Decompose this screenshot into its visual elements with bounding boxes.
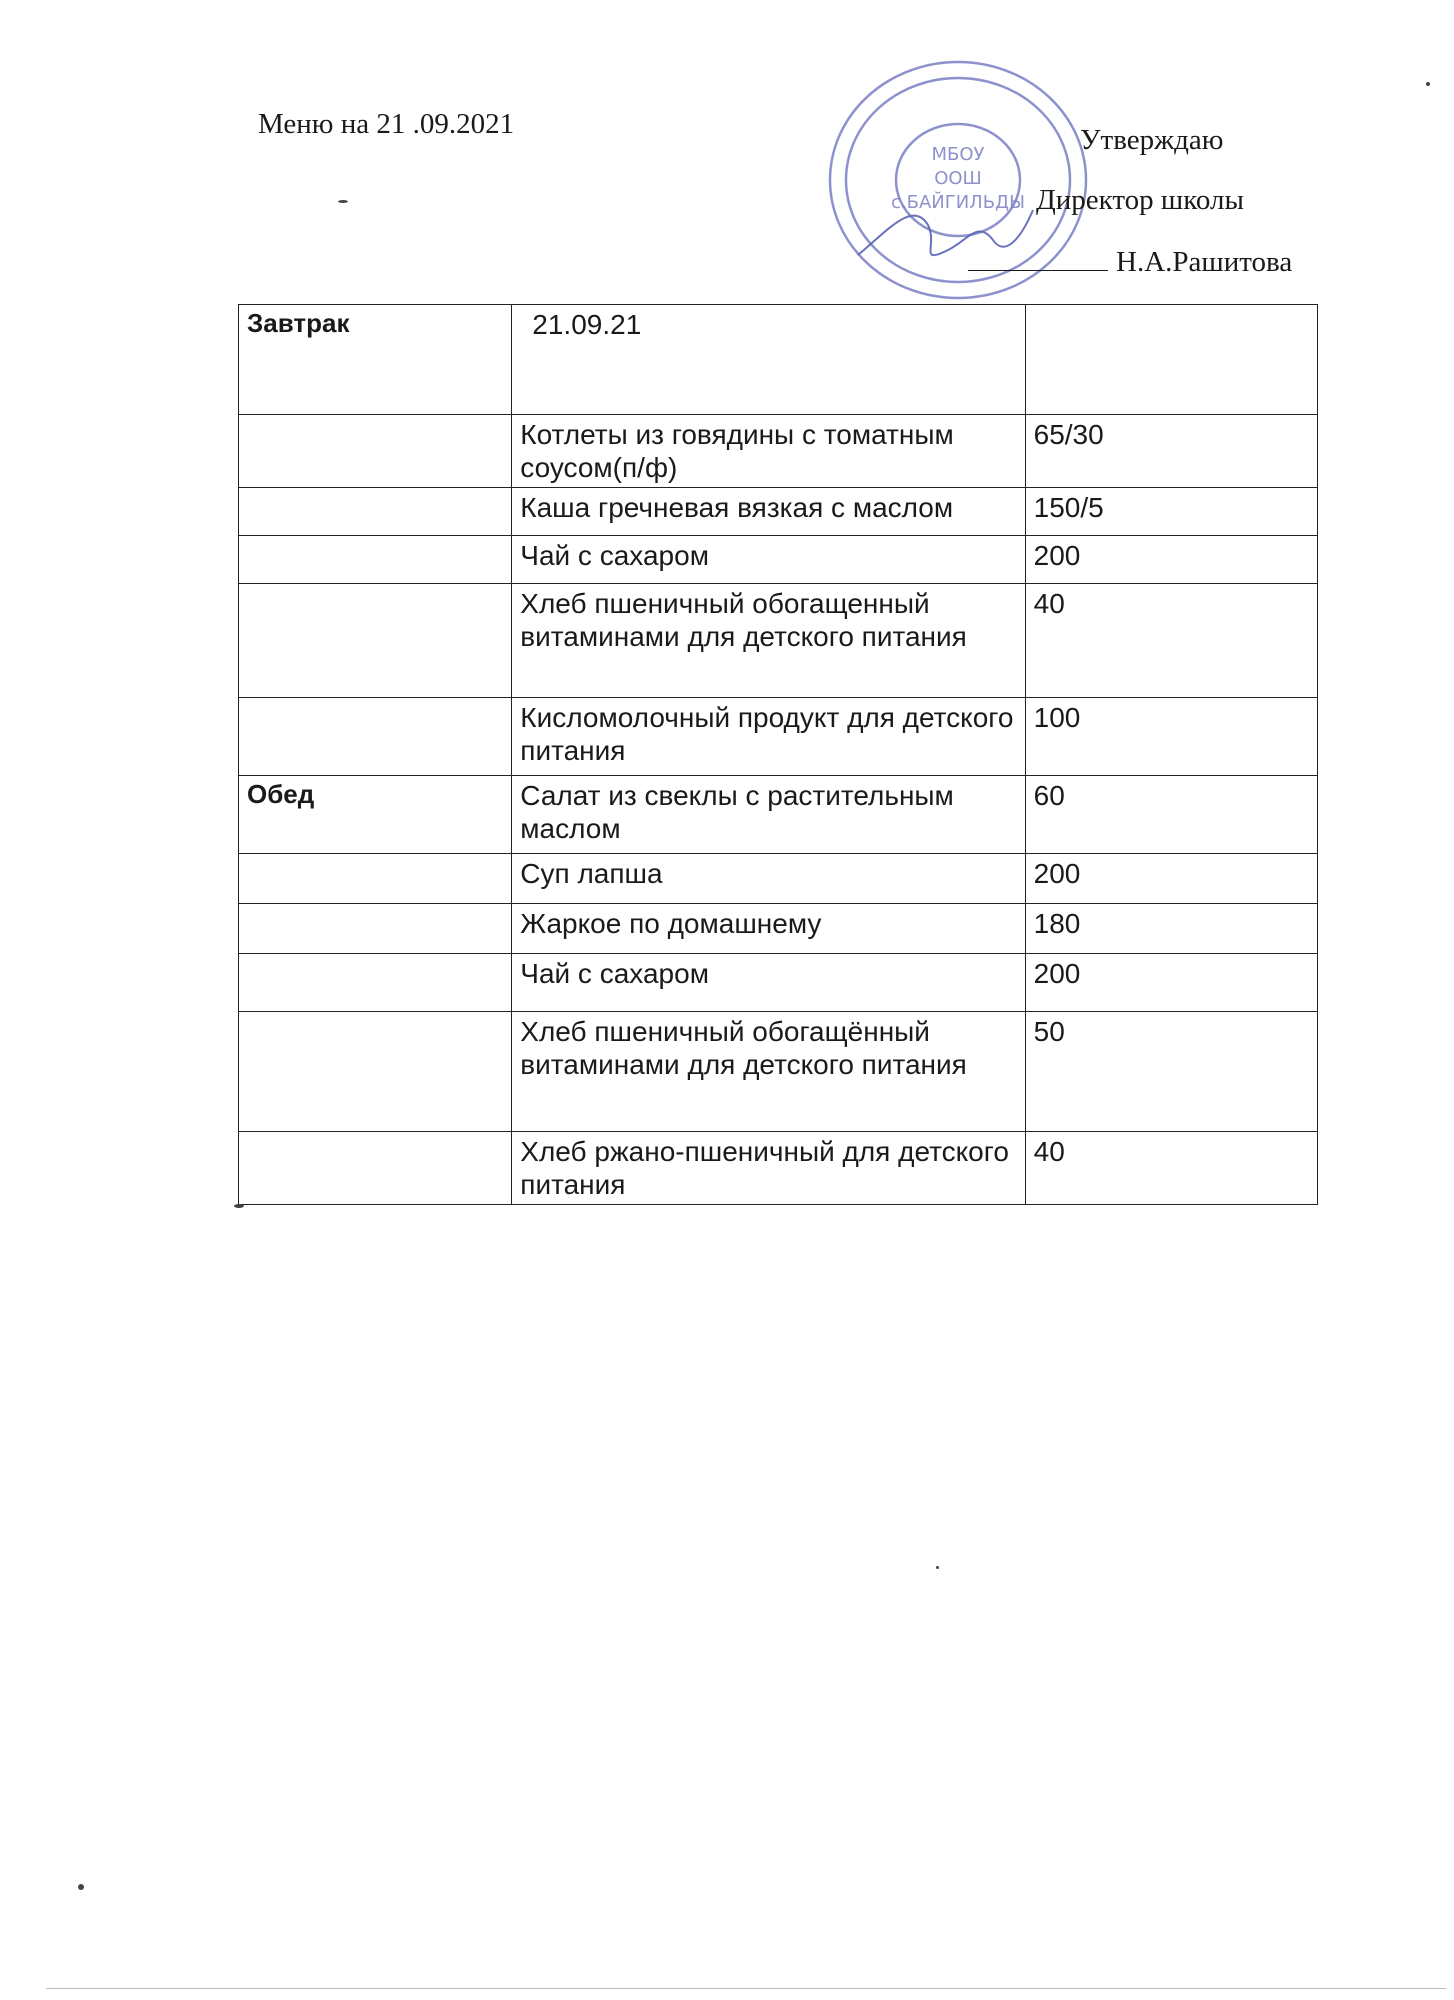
- meal-cell: [239, 488, 512, 536]
- dish-cell: Котлеты из говядины с томатным соусом(п/ф): [512, 415, 1025, 488]
- dish-cell: Жаркое по домашнему: [512, 904, 1025, 954]
- table-row: [239, 1132, 1318, 1205]
- meal-cell: [239, 904, 512, 954]
- table-row: [239, 488, 1318, 536]
- table-row: [239, 954, 1318, 1012]
- portion-cell: 65/30: [1025, 415, 1317, 488]
- menu-table: [238, 304, 1318, 1205]
- scan-speck: [1426, 82, 1430, 86]
- table-row: [239, 415, 1318, 488]
- portion-cell: 100: [1025, 698, 1317, 776]
- dish-cell: Чай с сахаром: [512, 536, 1025, 584]
- director-signature-line: [968, 246, 1292, 279]
- signature-underline: [968, 270, 1108, 271]
- table-row: [239, 584, 1318, 698]
- meal-cell: [239, 1012, 512, 1132]
- portion-cell: 200: [1025, 954, 1317, 1012]
- dish-cell: Кисломолочный продукт для детского питания: [512, 698, 1025, 776]
- dish-cell: Салат из свеклы с растительным маслом: [512, 776, 1025, 854]
- scan-edge: [46, 1988, 1446, 1989]
- scan-speck: [234, 1204, 244, 1208]
- scan-speck: [338, 200, 348, 203]
- dish-cell: Чай с сахаром: [512, 954, 1025, 1012]
- meal-cell: [239, 854, 512, 904]
- portion-cell: [1025, 305, 1317, 415]
- page-title: Меню на 21 .09.2021: [258, 108, 515, 140]
- portion-cell: 40: [1025, 1132, 1317, 1205]
- portion-cell: 200: [1025, 854, 1317, 904]
- scan-speck: [936, 1566, 939, 1569]
- dish-cell: Хлеб ржано-пшеничный для детского питания: [512, 1132, 1025, 1205]
- approve-label: Утверждаю: [1080, 124, 1224, 156]
- portion-cell: 200: [1025, 536, 1317, 584]
- director-name: Н.А.Рашитова: [1116, 246, 1293, 278]
- portion-cell: 50: [1025, 1012, 1317, 1132]
- table-row: [239, 904, 1318, 954]
- meal-cell: Завтрак: [239, 305, 512, 415]
- portion-cell: 180: [1025, 904, 1317, 954]
- stamp-line-1: МБОУ: [931, 144, 985, 165]
- portion-cell: 60: [1025, 776, 1317, 854]
- meal-cell: [239, 536, 512, 584]
- meal-cell: [239, 954, 512, 1012]
- portion-cell: 150/5: [1025, 488, 1317, 536]
- stamp-line-3: с.БАЙГИЛЬДЫ: [890, 192, 1026, 213]
- portion-cell: 40: [1025, 584, 1317, 698]
- meal-cell: [239, 584, 512, 698]
- table-row: [239, 1012, 1318, 1132]
- meal-cell: Обед: [239, 776, 512, 854]
- table-row: [239, 305, 1318, 415]
- scan-speck: [78, 1884, 84, 1890]
- table-row: [239, 536, 1318, 584]
- dish-cell: Хлеб пшеничный обогащенный витаминами для детского питания: [512, 584, 1025, 698]
- meal-cell: [239, 698, 512, 776]
- meal-cell: [239, 1132, 512, 1205]
- director-title: Директор школы: [1036, 184, 1244, 216]
- dish-cell: Каша гречневая вязкая с маслом: [512, 488, 1025, 536]
- table-row: [239, 698, 1318, 776]
- menu-date-cell: 21.09.21: [512, 305, 1025, 415]
- table-row: [239, 776, 1318, 854]
- dish-cell: Суп лапша: [512, 854, 1025, 904]
- stamp-line-2: ООШ: [934, 168, 982, 189]
- meal-cell: [239, 415, 512, 488]
- table-row: [239, 854, 1318, 904]
- dish-cell: Хлеб пшеничный обогащённый витаминами для детского питания: [512, 1012, 1025, 1132]
